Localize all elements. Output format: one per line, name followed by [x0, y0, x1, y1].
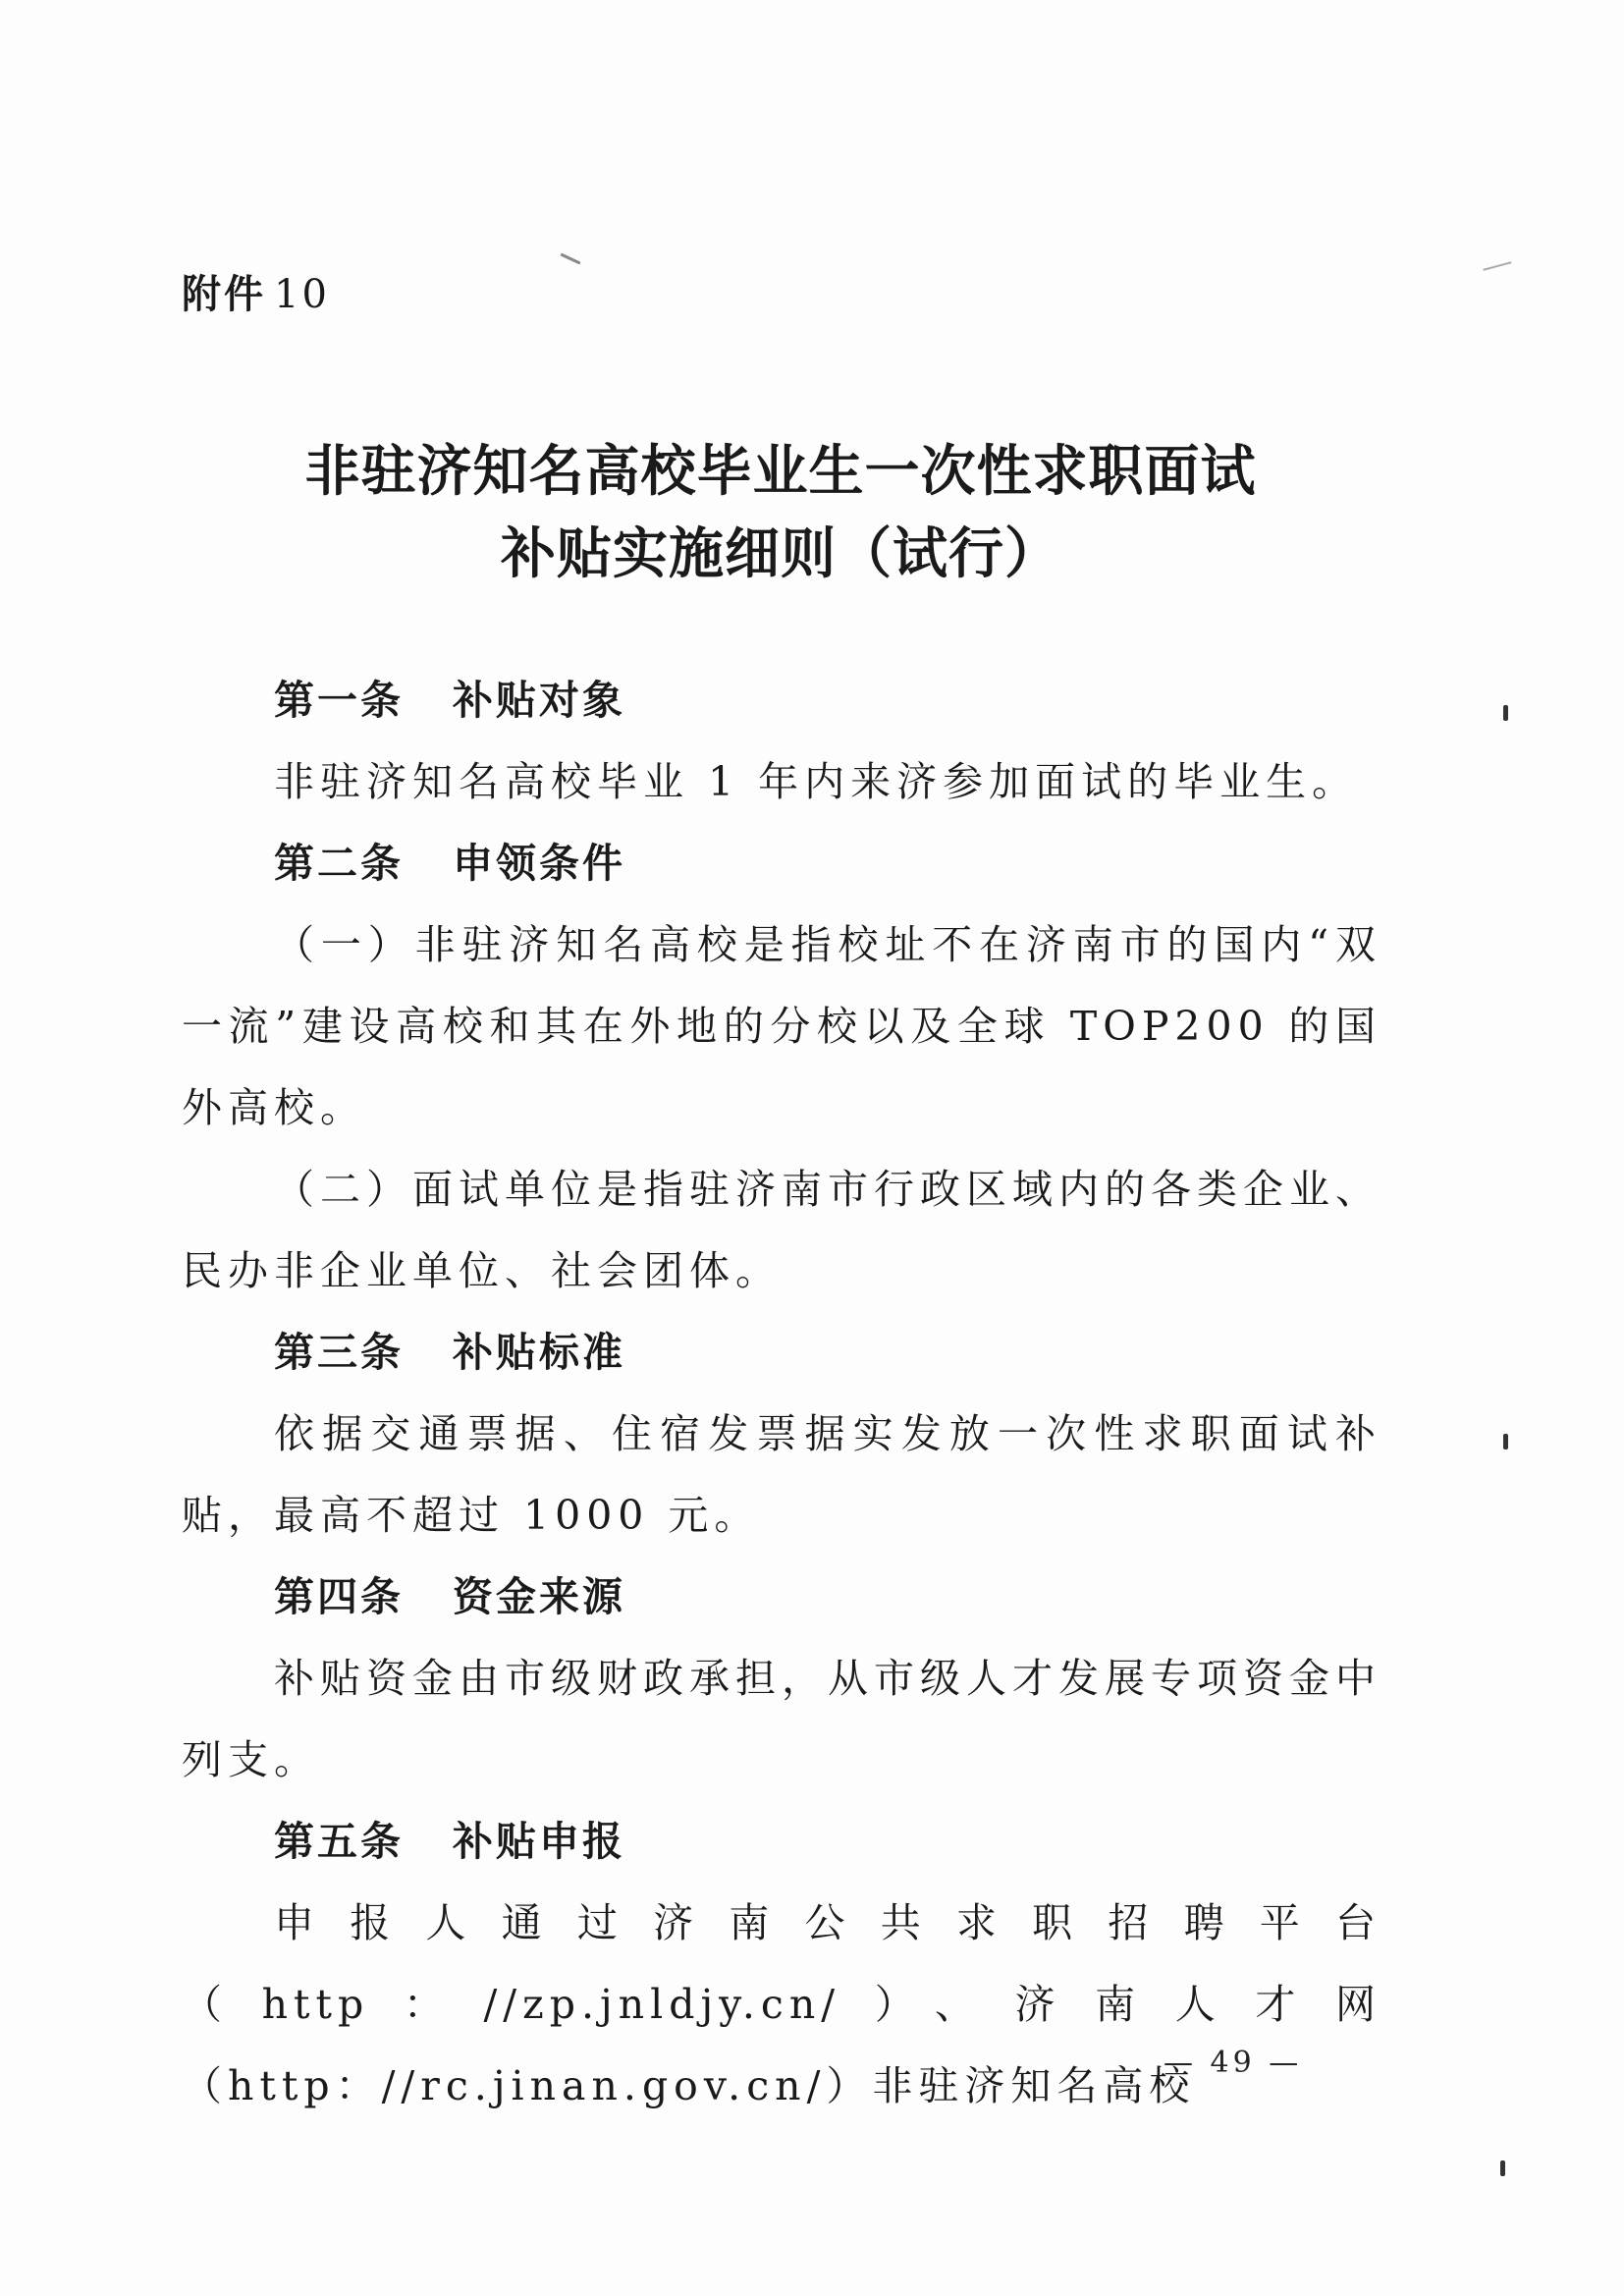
scan-speck	[1503, 705, 1508, 721]
attachment-label	[182, 267, 330, 322]
attachment-word: 附件	[182, 272, 266, 317]
document-title-line-2: 补贴实施细则（试行）	[501, 521, 1060, 586]
article-number: 第五条	[274, 1818, 404, 1865]
article-number: 第三条	[274, 1329, 404, 1376]
article-4-paragraph: 补贴资金由市级财政承担，从市级人才发展专项资金中列支。	[182, 1655, 1381, 1783]
article-3-heading	[182, 1312, 1381, 1394]
article-title: 补贴对象	[453, 677, 625, 724]
document-title-line-1: 非驻济知名高校毕业生一次性求职面试	[304, 439, 1257, 504]
article-5-paragraph: 申报人通过济南公共求职招聘平台（http：//zp.jnldjy.cn/）、济南人才网（http：//rc.jinan.gov.cn/）非驻济知名高校	[182, 1899, 1381, 2109]
scan-speck	[1500, 2160, 1505, 2176]
article-1-paragraph: 非驻济知名高校毕业 1 年内来济参加面试的毕业生。	[274, 758, 1359, 805]
article-title: 补贴申报	[453, 1818, 625, 1865]
attachment-number: 10	[274, 272, 330, 317]
article-2-paragraph-2: （二）面试单位是指驻济南市行政区域内的各类企业、民办非企业单位、社会团体。	[182, 1166, 1381, 1294]
article-2-paragraph-1: （一）非驻济知名高校是指校址不在济南市的国内“双一流”建设高校和其在外地的分校以及全球 TOP200 的国外高校。	[182, 921, 1381, 1131]
scan-speck	[560, 252, 580, 264]
article-title: 补贴标准	[453, 1329, 625, 1376]
article-4-heading	[182, 1557, 1381, 1638]
page-number: — 49 —	[1164, 2046, 1303, 2080]
article-number: 第一条	[274, 677, 404, 724]
article-number: 第二条	[274, 840, 404, 887]
article-2-heading	[182, 823, 1381, 904]
article-3-paragraph: 依据交通票据、住宿发票据实发放一次性求职面试补贴，最高不超过 1000 元。	[182, 1410, 1381, 1539]
document-body	[182, 660, 1381, 2127]
article-title: 资金来源	[453, 1573, 625, 1620]
scan-speck	[1503, 1434, 1508, 1449]
article-1-heading	[182, 660, 1381, 741]
article-number: 第四条	[274, 1573, 404, 1620]
article-title: 申领条件	[453, 840, 625, 887]
scan-speck	[1483, 261, 1511, 271]
article-5-heading	[182, 1801, 1381, 1883]
